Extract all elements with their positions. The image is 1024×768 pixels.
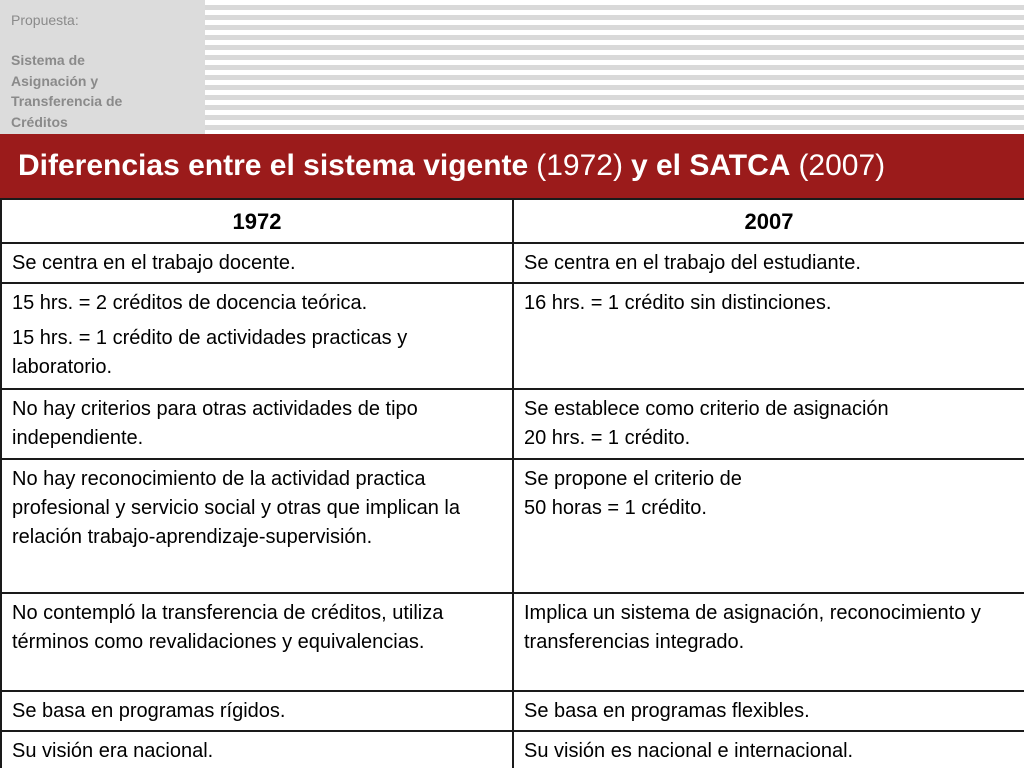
cell-text: 15 hrs. = 1 crédito de actividades practicas y laboratorio. xyxy=(12,327,408,378)
header-2007: 2007 xyxy=(513,199,1024,243)
cell-text: 16 hrs. = 1 crédito sin distinciones. xyxy=(524,292,832,314)
cell-text: Se centra en el trabajo del estudiante. xyxy=(524,252,861,274)
table-row xyxy=(1,691,1024,731)
decorative-stripes xyxy=(205,0,1024,134)
cell-2007 xyxy=(513,283,1024,389)
cell-text: Se basa en programas flexibles. xyxy=(524,700,810,722)
cell-2007 xyxy=(513,731,1024,768)
cell-2007 xyxy=(513,691,1024,731)
table-row xyxy=(1,389,1024,459)
cell-text: Se basa en programas rígidos. xyxy=(12,700,286,722)
comparison-table xyxy=(0,198,1024,768)
cell-text: Su visión es nacional e internacional. xyxy=(524,740,854,762)
table-row xyxy=(1,459,1024,593)
cell-1972 xyxy=(1,593,513,691)
cell-text: Se establece como criterio de asignación 20 hrs. = 1 crédito. xyxy=(524,398,889,449)
cell-text: No contempló la transferencia de créditos, utiliza términos como revalidaciones y equivalencias. xyxy=(12,602,444,653)
table-row xyxy=(1,243,1024,283)
cell-2007 xyxy=(513,593,1024,691)
cell-1972 xyxy=(1,389,513,459)
cell-1972 xyxy=(1,283,513,389)
cell-text: Implica un sistema de asignación, reconocimiento y transferencias integrado. xyxy=(524,602,981,653)
table-header-row xyxy=(1,199,1024,243)
cell-text: No hay reconocimiento de la actividad practica profesional y servicio social y otras que implican la relación trabajo-aprendizaje-supervisión. xyxy=(12,468,460,548)
cell-text: Se propone el criterio de 50 horas = 1 crédito. xyxy=(524,468,742,519)
section-label: Propuesta: xyxy=(11,12,79,28)
cell-text: Su visión era nacional. xyxy=(12,740,214,762)
table-row xyxy=(1,593,1024,691)
header-1972: 1972 xyxy=(1,199,513,243)
topic-title: Sistema de Asignación y Transferencia de Créditos xyxy=(11,52,123,130)
title-part-3: y el SATCA xyxy=(630,149,791,182)
table-body xyxy=(1,243,1024,768)
cell-2007 xyxy=(513,459,1024,593)
cell-1972 xyxy=(1,243,513,283)
cell-text: No hay criterios para otras actividades de tipo independiente. xyxy=(12,398,418,449)
title-year-1972: (1972) xyxy=(536,149,623,182)
cell-text: Se centra en el trabajo docente. xyxy=(12,252,296,274)
cell-1972 xyxy=(1,731,513,768)
cell-text: 15 hrs. = 2 créditos de docencia teórica. xyxy=(12,292,368,314)
table-row xyxy=(1,283,1024,389)
cell-2007 xyxy=(513,243,1024,283)
title-part-1: Diferencias entre el sistema vigente xyxy=(18,149,529,182)
cell-1972 xyxy=(1,459,513,593)
section-header-box xyxy=(0,0,205,134)
cell-1972 xyxy=(1,691,513,731)
slide-title xyxy=(0,134,1024,198)
cell-2007 xyxy=(513,389,1024,459)
title-year-2007: (2007) xyxy=(798,149,886,182)
table-row xyxy=(1,731,1024,768)
